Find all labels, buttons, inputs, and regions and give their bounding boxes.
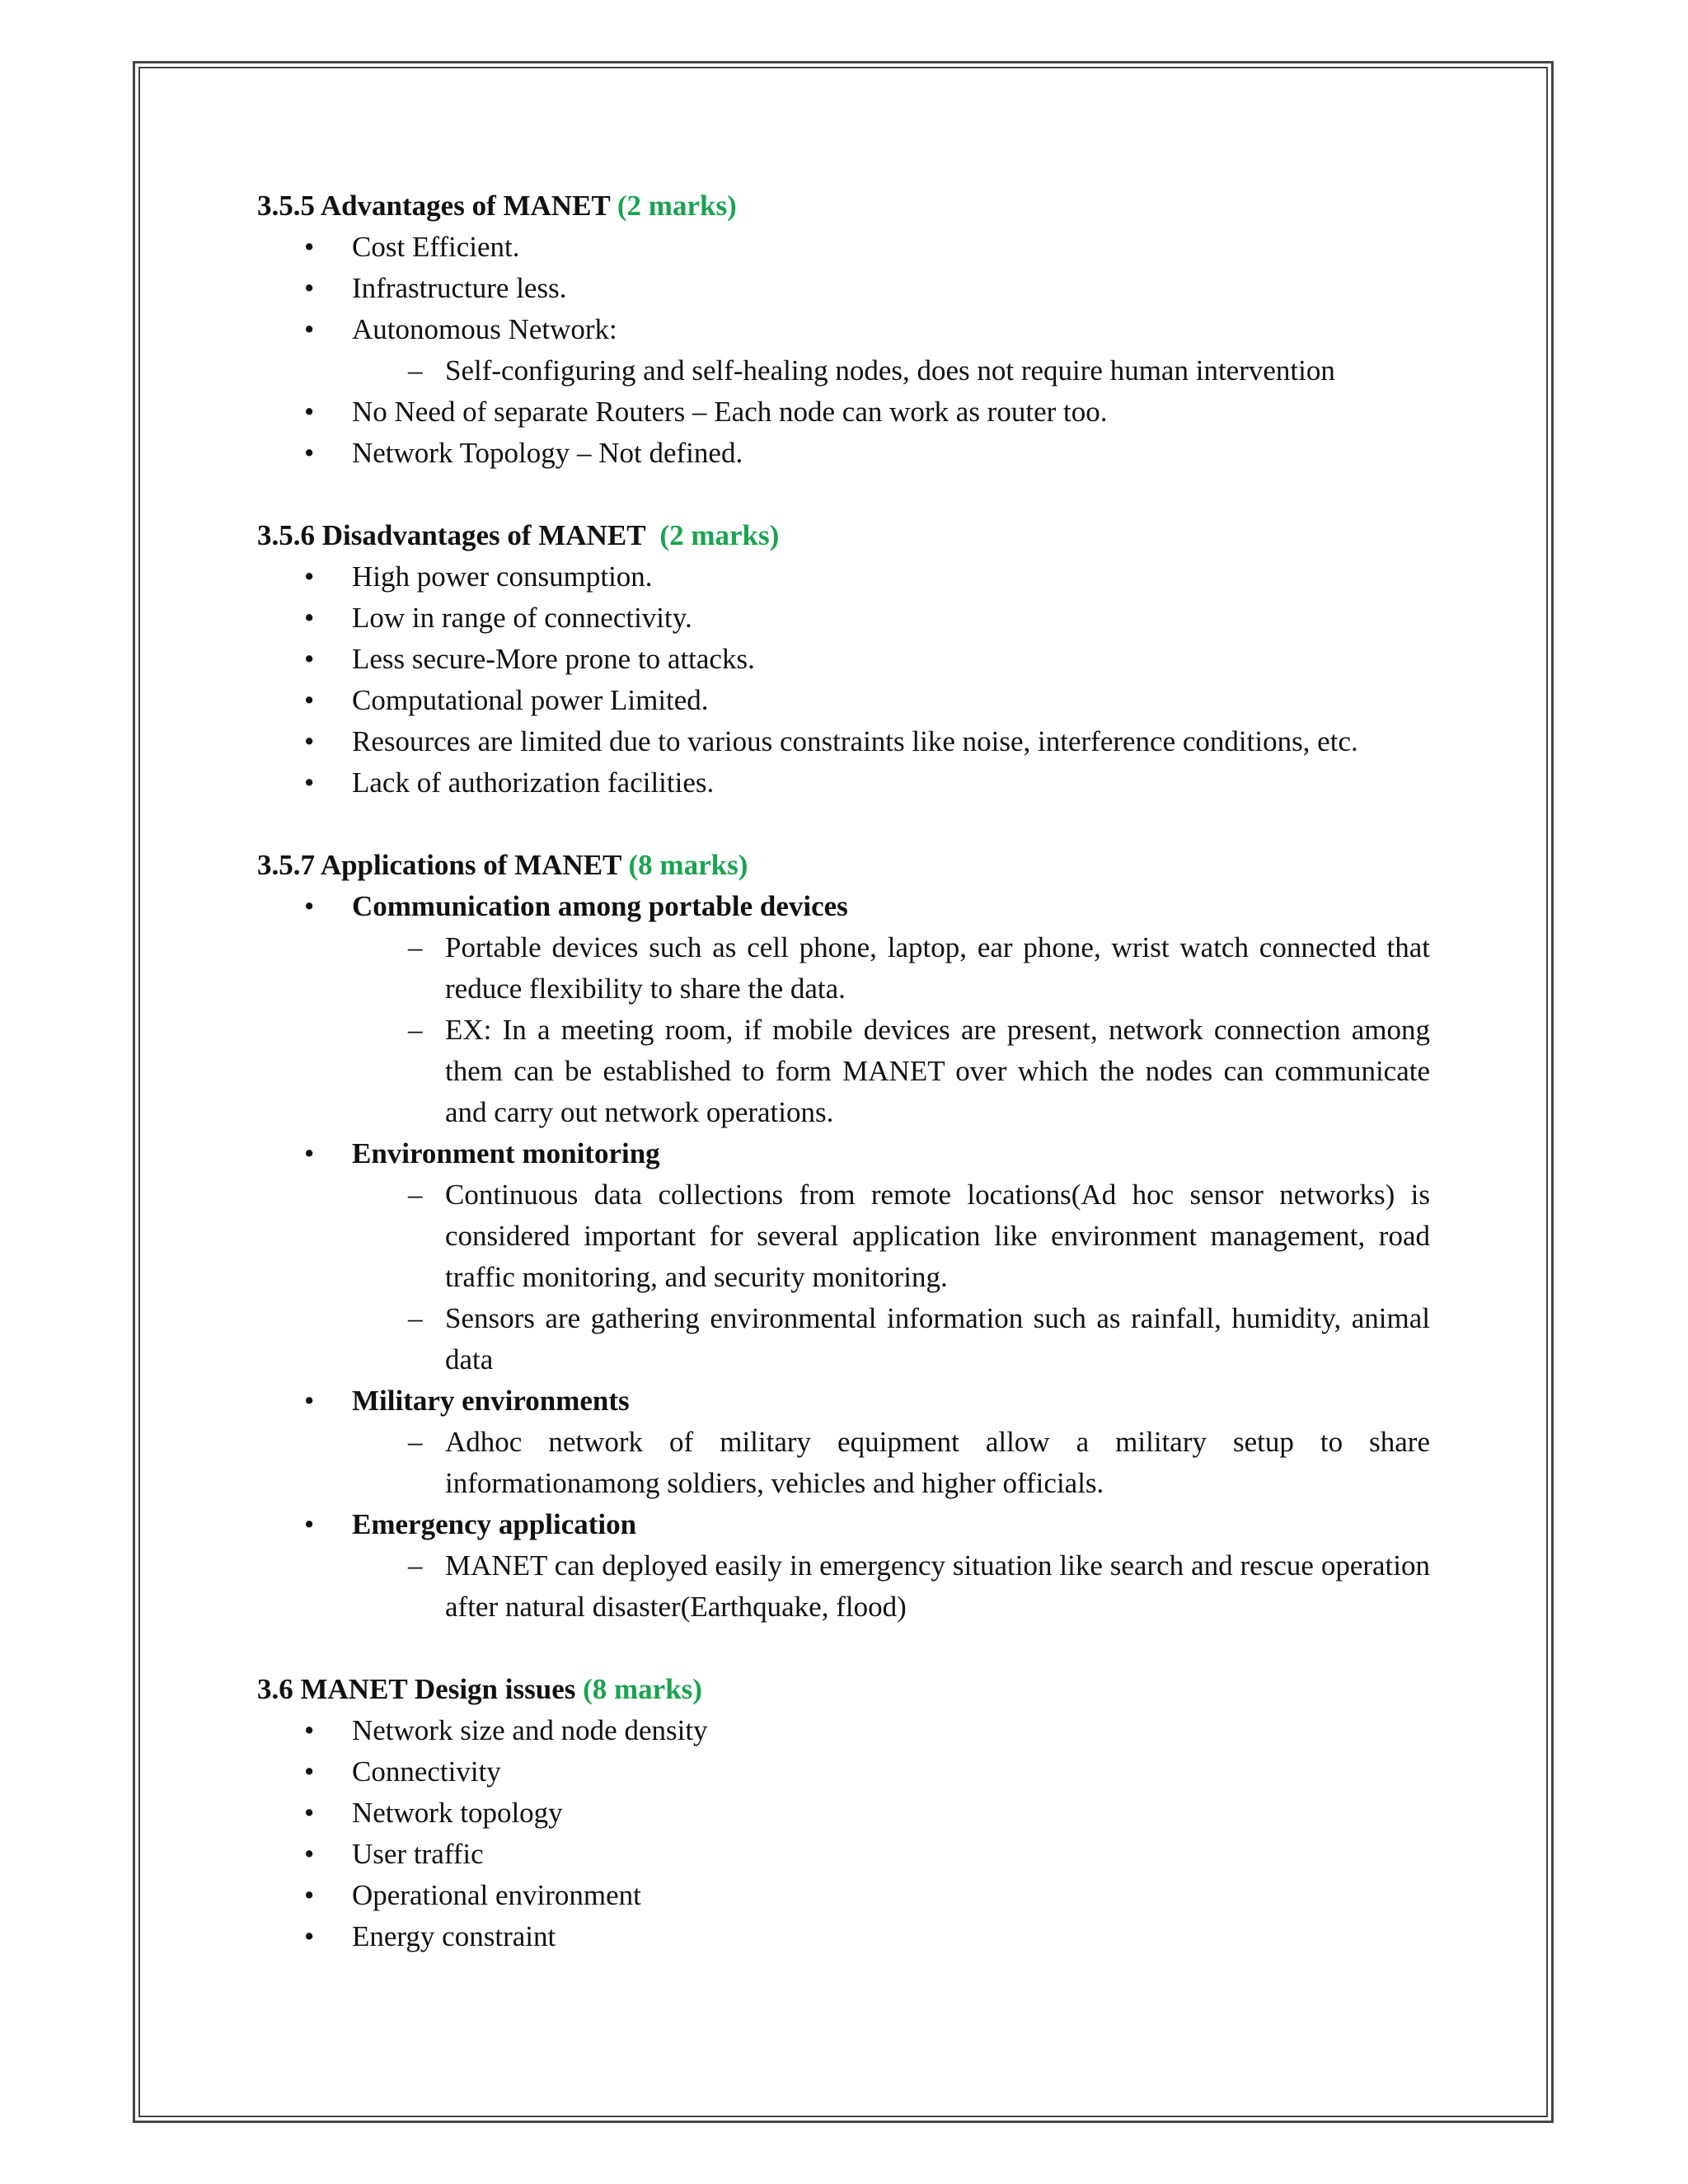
sub-list [352, 350, 1428, 391]
bullet-icon: • [304, 1838, 315, 1870]
disadvantages-list [257, 556, 1428, 804]
section-applications [257, 845, 1428, 1628]
dash-icon: – [408, 1426, 423, 1458]
list-item: • User traffic [257, 1834, 1428, 1875]
bullet-icon: • [304, 396, 315, 428]
list-item: • Cost Efficient. [257, 227, 1428, 268]
bullet-icon: • [304, 1385, 315, 1417]
section-advantages [257, 185, 1428, 474]
dash-icon: – [408, 354, 423, 387]
bullet-icon: • [304, 1920, 315, 1952]
bullet-icon: • [304, 602, 315, 634]
bullet-icon: • [304, 766, 315, 799]
applications-list [257, 886, 1428, 1628]
list-item: • Low in range of connectivity. [257, 598, 1428, 639]
sub-list-item: – Sensors are gathering environmental information such as rainfall, humidity, animal data [352, 1298, 1428, 1380]
bullet-icon: • [304, 1137, 315, 1169]
sub-list-item: – EX: In a meeting room, if mobile devices are present, network connection among them can be established to form MANET over which the nodes can communicate and carry out network operations. [352, 1010, 1428, 1133]
list-item: • Less secure-More prone to attacks. [257, 639, 1428, 680]
sub-list-item: – Self-configuring and self-healing nodes, does not require human intervention [352, 350, 1428, 391]
dash-icon: – [408, 931, 423, 963]
sub-list-item: – Continuous data collections from remote locations(Ad hoc sensor networks) is considered important for several application like environment management, road traffic monitoring, and security monitoring. [352, 1174, 1428, 1298]
list-item: • Military environments – Adhoc network of military equipment allow a military setup to share informationamong soldiers, vehicles and higher officials. [257, 1380, 1428, 1504]
bullet-icon: • [304, 1879, 315, 1911]
list-item: • Resources are limited due to various constraints like noise, interference conditions, etc. [257, 721, 1428, 762]
list-item: • Computational power Limited. [257, 680, 1428, 721]
list-item: • Emergency application – MANET can deployed easily in emergency situation like search and rescue operation after natural disaster(Earthquake, flood) [257, 1504, 1428, 1628]
list-item: • Lack of authorization facilities. [257, 762, 1428, 804]
section-heading: 3.6 MANET Design issues (8 marks) [257, 1673, 702, 1705]
list-item: • Environment monitoring – Continuous data collections from remote locations(Ad hoc sensor networks) is considered important for several application like environment management, road traffic monitoring, and security monitoring. – Sensors are gathering environmental information such as rainfall, humidity, animal data [257, 1133, 1428, 1380]
list-item: • Connectivity [257, 1751, 1428, 1793]
dash-icon: – [408, 1549, 423, 1582]
section-design-issues [257, 1669, 1428, 1957]
list-item: • No Need of separate Routers – Each node can work as router too. [257, 391, 1428, 433]
list-item: • Network Topology – Not defined. [257, 433, 1428, 474]
sub-list [352, 1545, 1428, 1628]
list-item: • Energy constraint [257, 1916, 1428, 1957]
sub-list [352, 927, 1428, 1133]
section-disadvantages [257, 515, 1428, 804]
bullet-icon: • [304, 1714, 315, 1746]
bullet-icon: • [304, 437, 315, 469]
dash-icon: – [408, 1302, 423, 1334]
bullet-icon: • [304, 1508, 315, 1540]
sub-list-item: – Portable devices such as cell phone, laptop, ear phone, wrist watch connected that reduce flexibility to share the data. [352, 927, 1428, 1010]
marks-label: (8 marks) [628, 849, 748, 881]
bullet-icon: • [304, 231, 315, 263]
section-heading: 3.5.7 Applications of MANET (8 marks) [257, 849, 748, 881]
bullet-icon: • [304, 890, 315, 922]
bullet-icon: • [304, 313, 315, 345]
bullet-icon: • [304, 1755, 315, 1788]
list-item: • Operational environment [257, 1875, 1428, 1916]
sub-list-item: – MANET can deployed easily in emergency situation like search and rescue operation after natural disaster(Earthquake, flood) [352, 1545, 1428, 1628]
marks-label: (2 marks) [659, 519, 780, 551]
bullet-icon: • [304, 1797, 315, 1829]
document-body [257, 185, 1428, 1957]
list-item: • Network size and node density [257, 1710, 1428, 1751]
bullet-icon: • [304, 643, 315, 675]
design-issues-list [257, 1710, 1428, 1957]
advantages-list [257, 227, 1428, 474]
section-heading: 3.5.6 Disadvantages of MANET (2 marks) [257, 519, 780, 551]
list-item: • Infrastructure less. [257, 268, 1428, 309]
marks-label: (8 marks) [583, 1673, 702, 1705]
bullet-icon: • [304, 725, 315, 757]
sub-list-item: – Adhoc network of military equipment allow a military setup to share informationamong soldiers, vehicles and higher officials. [352, 1422, 1428, 1504]
bullet-icon: • [304, 684, 315, 716]
dash-icon: – [408, 1014, 423, 1046]
sub-list [352, 1422, 1428, 1504]
bullet-icon: • [304, 560, 315, 593]
list-item: • Communication among portable devices – Portable devices such as cell phone, laptop, ear phone, wrist watch connected that reduce flexibility to share the data. – EX: In a meeting room, if mobile devices are present, network connection among them can be established to form MANET over which the nodes can communicate and carry out network operations. [257, 886, 1428, 1133]
section-heading: 3.5.5 Advantages of MANET (2 marks) [257, 190, 737, 222]
list-item: • High power consumption. [257, 556, 1428, 598]
sub-list [352, 1174, 1428, 1380]
marks-label: (2 marks) [617, 190, 737, 222]
list-item: • Network topology [257, 1793, 1428, 1834]
dash-icon: – [408, 1179, 423, 1211]
bullet-icon: • [304, 272, 315, 304]
list-item: • Autonomous Network: – Self-configuring and self-healing nodes, does not require human intervention [257, 309, 1428, 391]
